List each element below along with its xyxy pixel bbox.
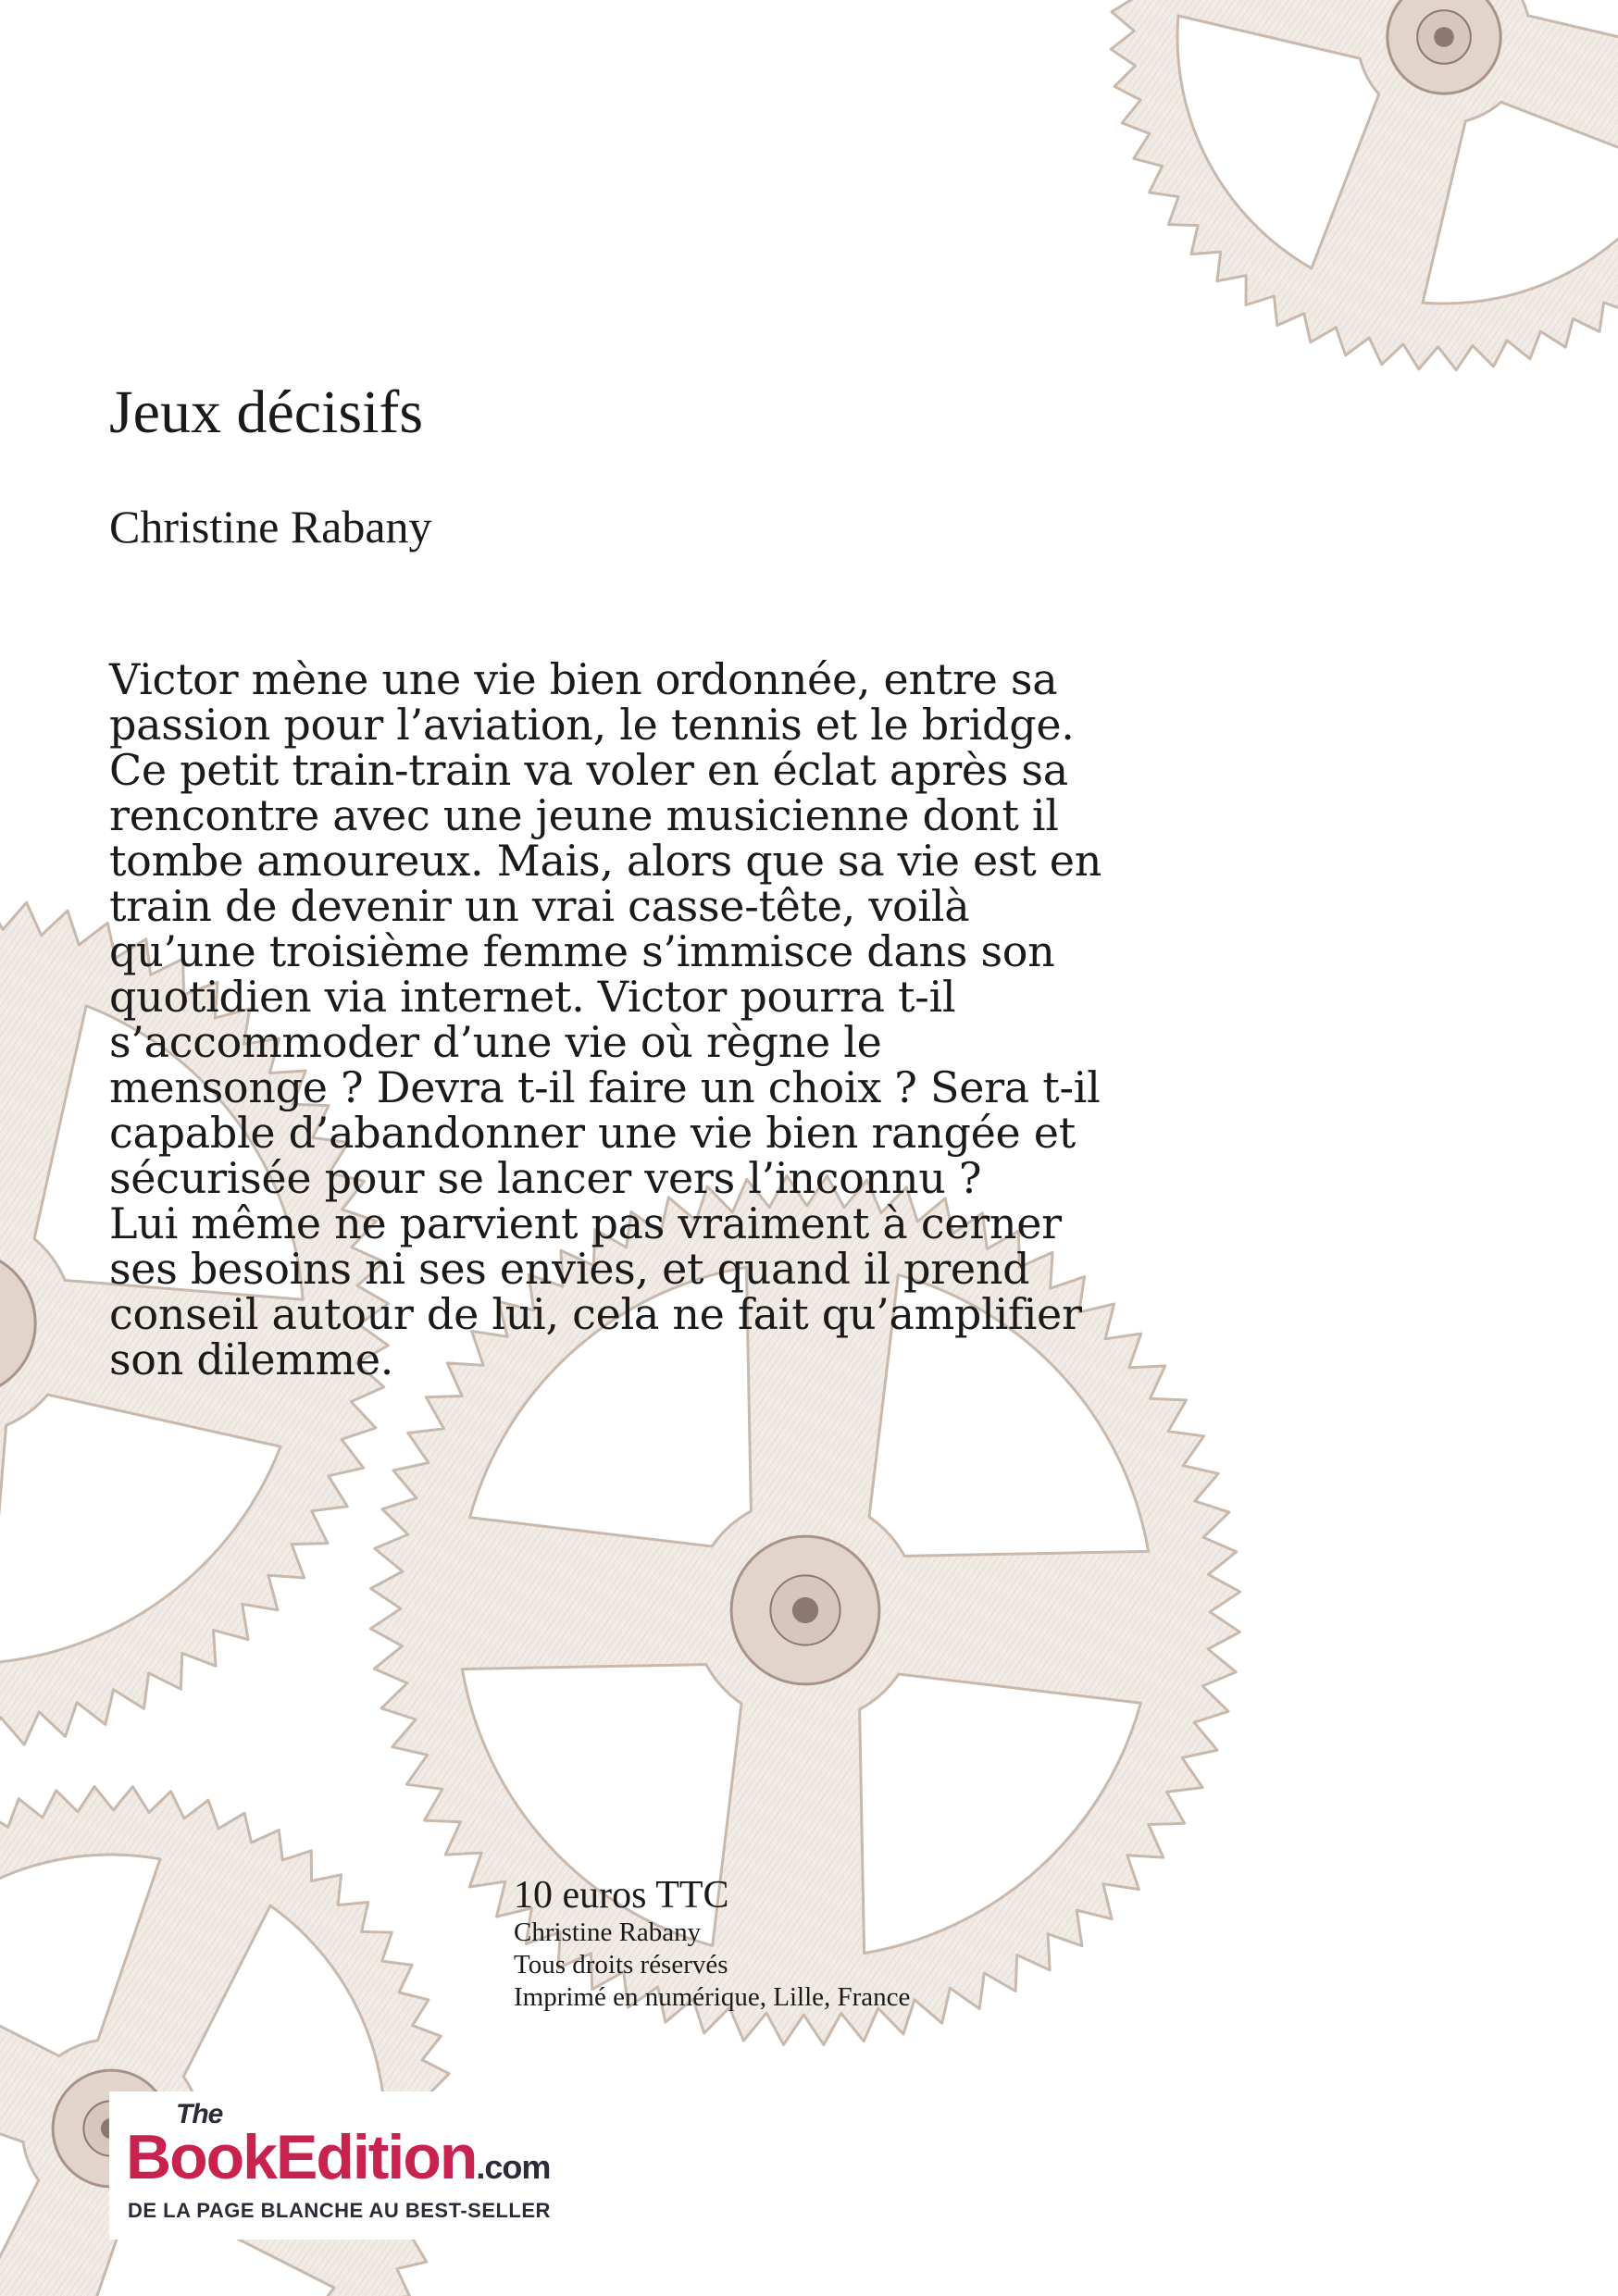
back-cover-blurb (109, 654, 1276, 1384)
logo-brand (126, 2121, 550, 2193)
logo-the: The (176, 2099, 223, 2129)
imprint-block (514, 1874, 910, 2014)
blurb-line: tombe amoureux. Mais, alors que sa vie est en (109, 836, 1102, 886)
blurb-line: passion pour l’aviation, le tennis et le bridge. (109, 700, 1075, 750)
price: 10 euros TTC (514, 1874, 729, 1917)
logo-brand-name: BookEdition (126, 2122, 477, 2192)
blurb-line: quotidien via internet. Victor pourra t-il (109, 972, 956, 1022)
imprint-author: Christine Rabany (514, 1917, 702, 1947)
publisher-logo (109, 2091, 628, 2240)
blurb-line: train de devenir un vrai casse-tête, voilà (109, 881, 970, 931)
blurb-line: son dilemme. (109, 1334, 394, 1384)
blurb-line: ses besoins ni ses envies, et quand il prend (109, 1244, 1030, 1294)
book-author: Christine Rabany (109, 501, 432, 552)
blurb-line: qu’une troisième femme s’immisce dans son (109, 926, 1055, 976)
blurb-line: conseil autour de lui, cela ne fait qu’amplifier (109, 1289, 1082, 1339)
blurb-line: Victor mène une vie bien ordonnée, entre sa (109, 654, 1058, 704)
imprint-rights: Tous droits réservés (514, 1950, 728, 1980)
blurb-line: mensonge ? Devra t-il faire un choix ? Sera t-il (109, 1062, 1101, 1112)
blurb-line: rencontre avec une jeune musicienne dont il (109, 790, 1059, 840)
logo-brand-suffix: .com (476, 2148, 551, 2186)
blurb-line: Lui même ne parvient pas vraiment à cerner (109, 1198, 1062, 1248)
blurb-line: sécurisée pour se lancer vers l’inconnu ? (109, 1153, 982, 1203)
blurb-line: Ce petit train-train va voler en éclat après sa (109, 745, 1068, 795)
imprint-printed: Imprimé en numérique, Lille, France (514, 1982, 911, 2012)
book-title: Jeux décisifs (109, 379, 424, 446)
blurb-line: capable d’abandonner une vie bien rangée et (109, 1108, 1076, 1158)
logo-tagline: DE LA PAGE BLANCHE AU BEST-SELLER (128, 2199, 551, 2222)
blurb-line: s’accommoder d’une vie où règne le (109, 1017, 882, 1067)
